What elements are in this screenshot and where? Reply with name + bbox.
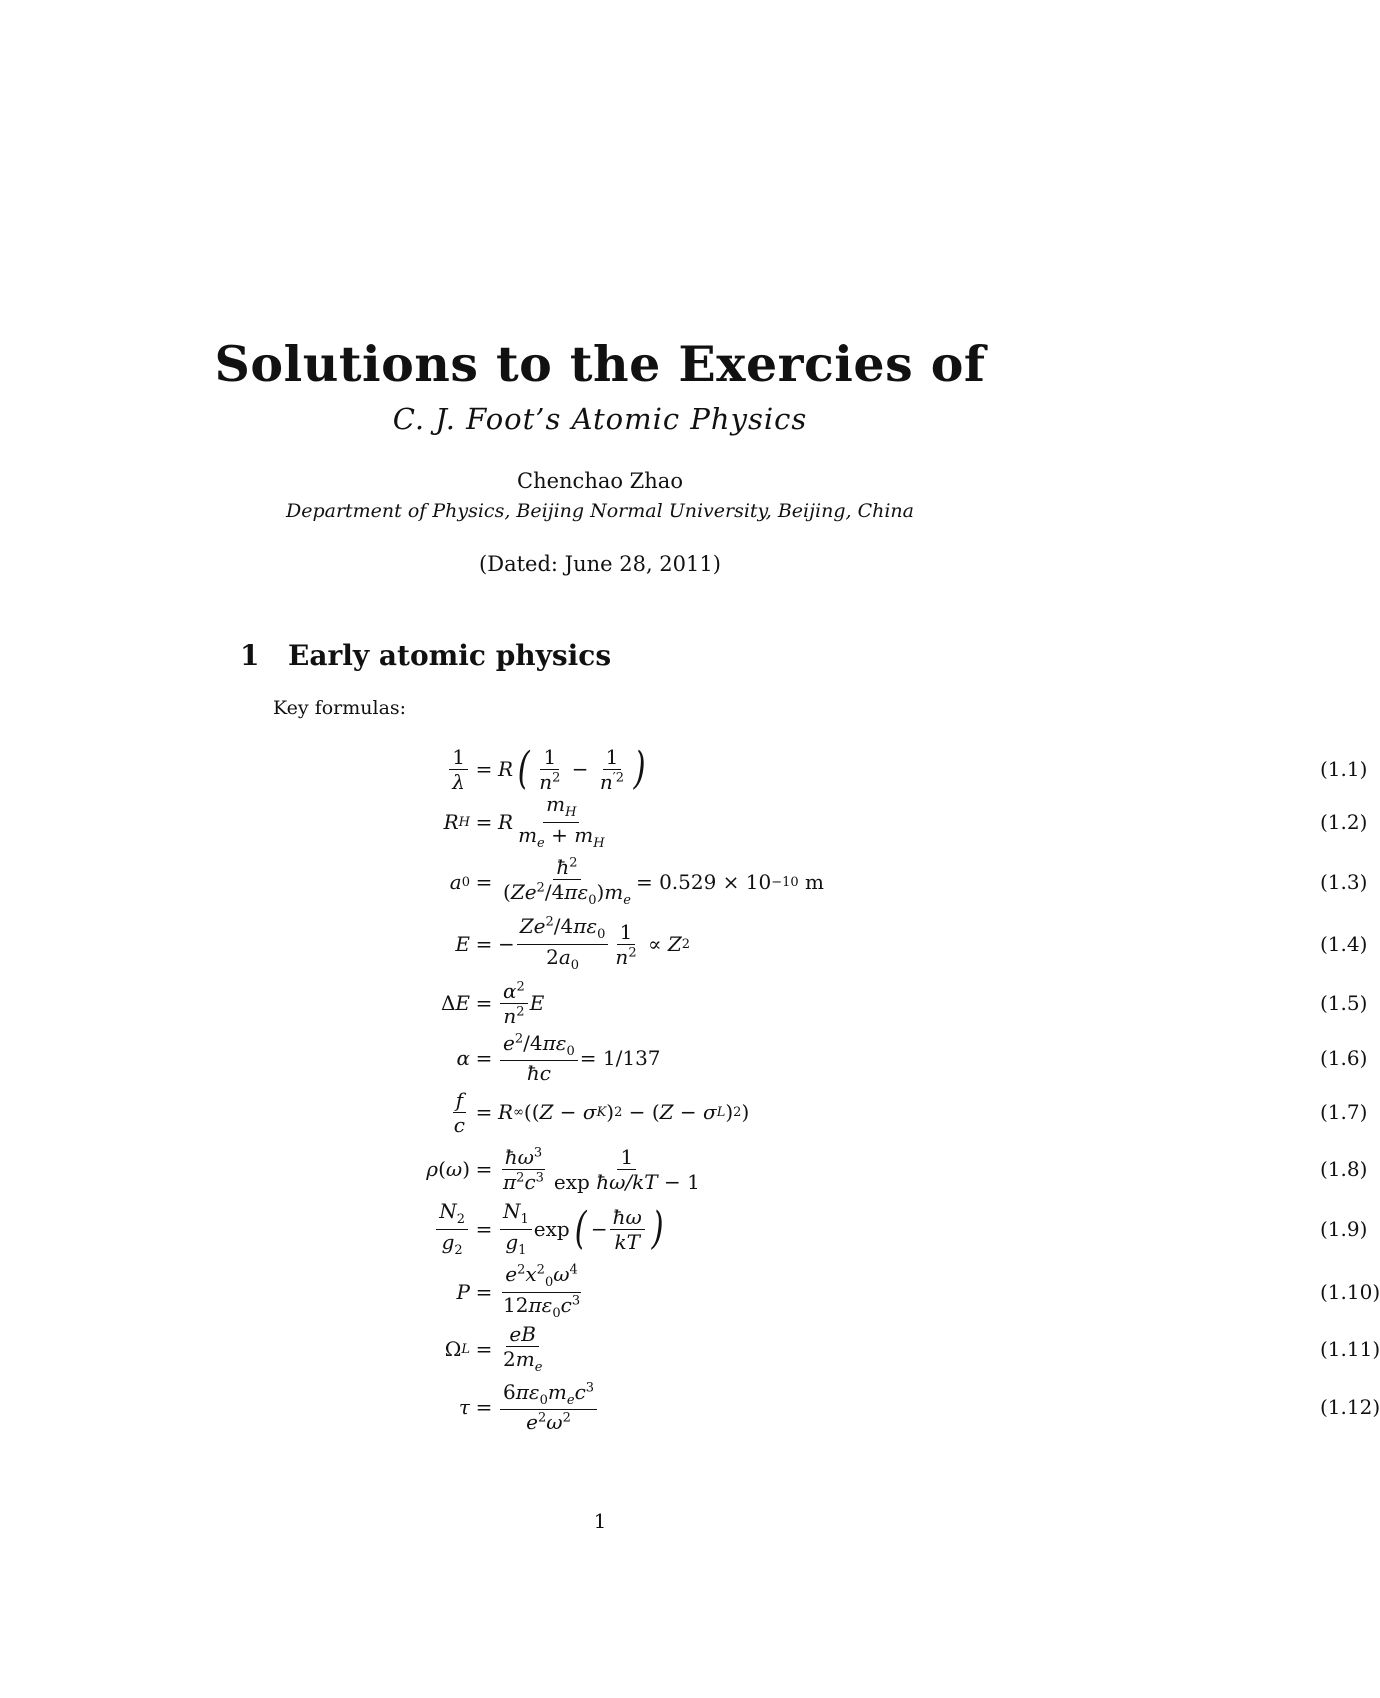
equation-number: (1.1): [1320, 757, 1368, 781]
date-line: (Dated: June 28, 2011): [479, 552, 721, 576]
key-formulas-label: Key formulas:: [273, 697, 407, 719]
equation-1-12: τ = $\frac{6\pi\varepsilon_0m_ec^3}{e^2\omega^2}$ (1.12): [458, 1379, 1380, 1435]
section-heading: [240, 639, 611, 672]
section-number: 1: [240, 639, 260, 672]
paper-title: Solutions to the Exercies of: [214, 335, 986, 393]
equation-1-1: $\frac{1}{\lambda}$ = R ( $\frac{1}{n^2}$ − $\frac{1}{n^{'2}}$ ) (1.1): [400, 744, 970, 794]
equation-number: (1.9): [1320, 1217, 1368, 1241]
bohr-radius-value: = 0.529 × 10: [635, 870, 772, 894]
equation-1-9: $\frac{N_2}{g_2}$ = $\frac{N_1}{g_1}$ exp ( − $\frac{ħ\omega}{kT}$ ) (1.9): [400, 1204, 970, 1254]
equation-1-6: α = $\frac{e^2/4\pi\varepsilon_0}{ħc}$ = 1/137 (1.6): [456, 1030, 1368, 1086]
equation-1-7: $\frac{f}{c}$ = R ∞ (( Z − σ K ) 2 − ( Z − σ L ) 2 ) (1.7): [453, 1087, 1368, 1137]
equation-1-8: ρ ( ω ) = $\frac{ħ\omega^3}{\pi^2c^3}$ $\frac{1}{\text{exp ħω/kT − 1}}$ (1.8): [426, 1144, 1368, 1194]
equation-1-2: R H = R $\frac{m_H}{m_e + m_H}$ (1.2): [443, 792, 1368, 851]
fine-structure-value: = 1/137: [579, 1046, 661, 1070]
equation-number: (1.8): [1320, 1157, 1368, 1181]
equation-1-11: Ω L = $\frac{eB}{2m_e}$ (1.11): [444, 1321, 1380, 1375]
section-title: Early atomic physics: [288, 639, 612, 672]
equation-1-5: Δ E = $\frac{\alpha^2}{n^2}$ E (1.5): [440, 978, 1368, 1028]
equation-1-10: P = $\frac{e^2x^2_0\omega^4}{12\pi\varepsilon_0c^3}$ (1.10): [456, 1262, 1380, 1321]
bohr-radius-unit: m: [805, 870, 825, 894]
equation-number: (1.3): [1320, 870, 1368, 894]
equation-number: (1.6): [1320, 1046, 1368, 1070]
equation-number: (1.2): [1320, 810, 1368, 834]
equation-number: (1.4): [1320, 932, 1368, 956]
paper-subtitle: C. J. Foot’s Atomic Physics: [392, 402, 808, 436]
author-name: Chenchao Zhao: [517, 469, 683, 493]
equation-number: (1.10): [1320, 1280, 1380, 1304]
page-number: 1: [593, 1509, 607, 1533]
bohr-radius-exponent: −10: [771, 874, 799, 890]
equation-1-4: E = − $\frac{Ze^2/4\pi\varepsilon_0}{2a_0}$ $\frac{1}{n^2}$ ∝ Z 2 (1.4): [455, 914, 1368, 973]
author-affiliation: Department of Physics, Beijing Normal University, Beijing, China: [285, 500, 914, 522]
equation-1-3: a 0 = $\frac{ħ^2}{(Ze^2/4\pi\varepsilon_0)m_e}$ = 0.529 × 10 −10 m (1.3): [449, 854, 1368, 908]
equation-number: (1.12): [1320, 1395, 1380, 1419]
equation-number: (1.11): [1320, 1337, 1380, 1361]
equation-number: (1.5): [1320, 991, 1368, 1015]
equation-number: (1.7): [1320, 1100, 1368, 1124]
